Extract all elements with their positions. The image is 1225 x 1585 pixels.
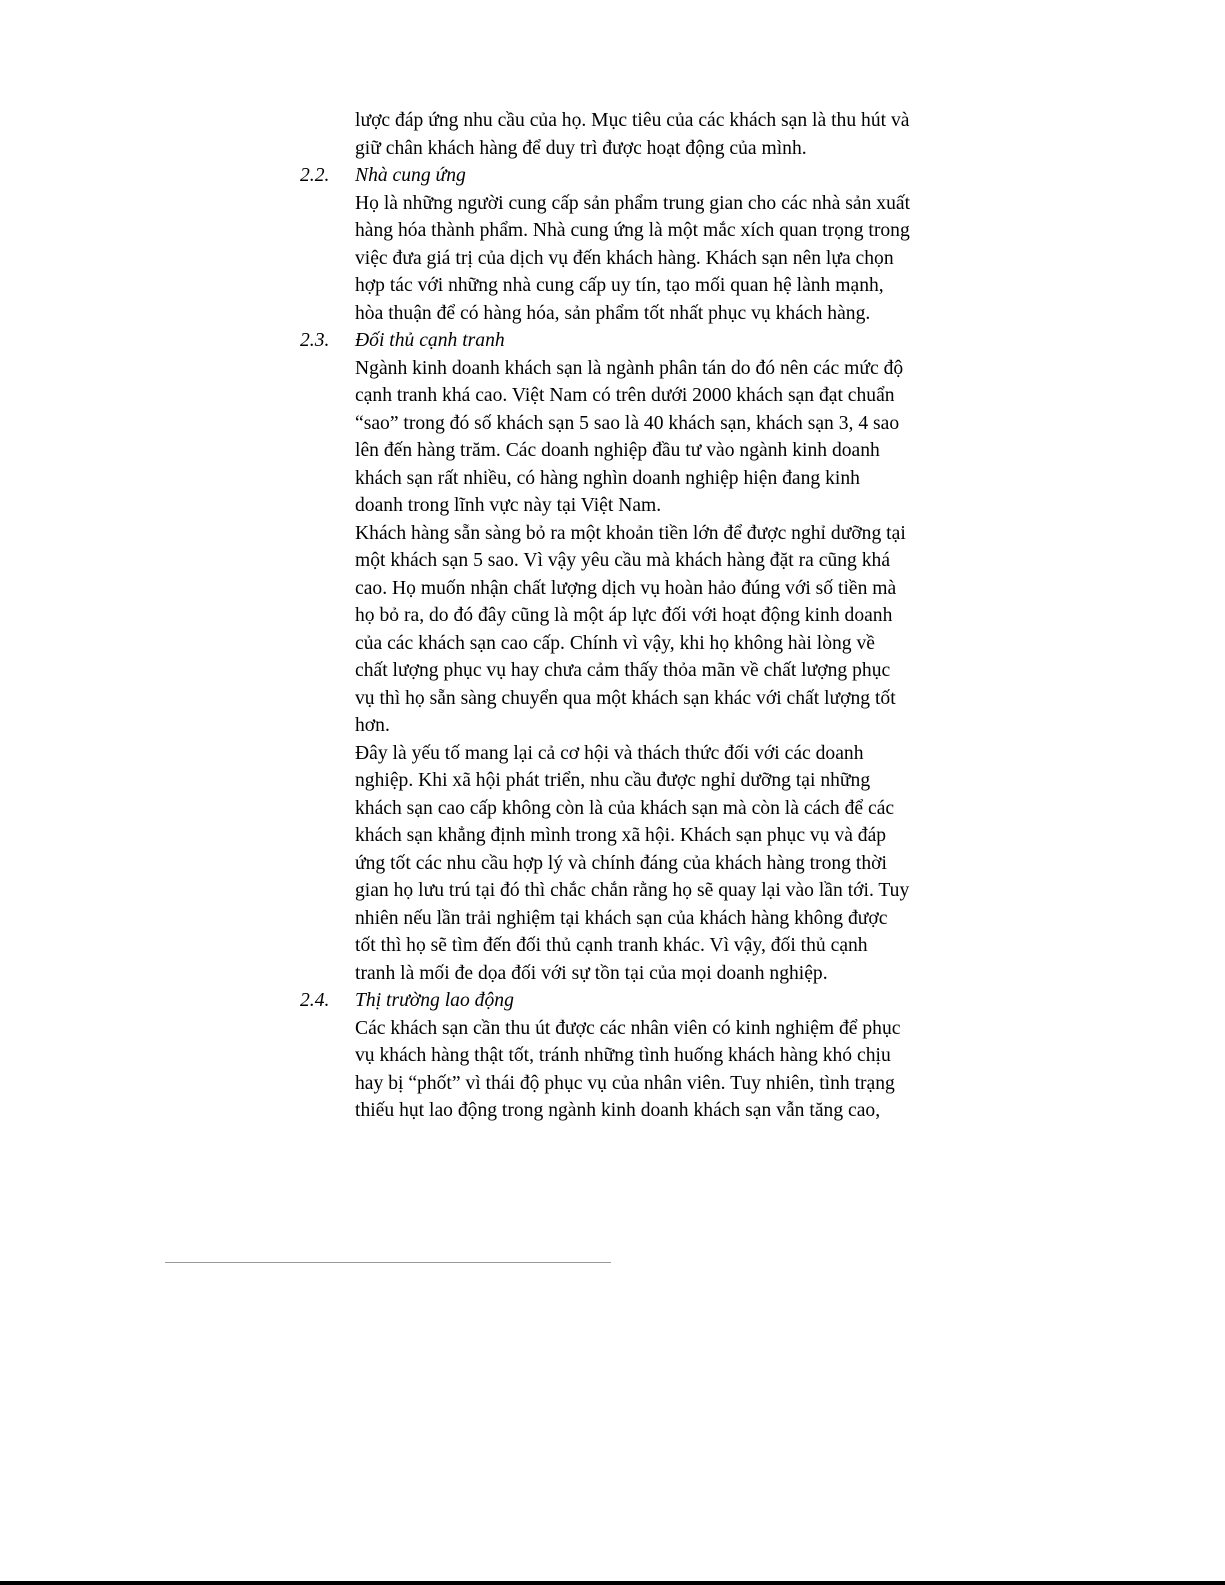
paragraph-line: cao. Họ muốn nhận chất lượng dịch vụ hoàn hảo đúng với số tiền mà [355, 577, 897, 599]
paragraph-line: Khách hàng sẵn sàng bỏ ra một khoản tiền lớn để được nghỉ dưỡng tại [355, 522, 906, 544]
paragraph-line: nghiệp. Khi xã hội phát triển, nhu cầu được nghỉ dưỡng tại những [355, 770, 871, 791]
paragraph-line: ứng tốt các nhu cầu hợp lý và chính đáng của khách hàng trong thời [355, 852, 887, 874]
paragraph-line: của các khách sạn cao cấp. Chính vì vậy, khi họ không hài lòng về [355, 632, 875, 654]
paragraph-line: họ bỏ ra, do đó đây cũng là một áp lực đối với hoạt động kinh doanh [355, 605, 893, 626]
paragraph-line: nhiên nếu lần trải nghiệm tại khách sạn của khách hàng không được [355, 907, 888, 929]
paragraph-line: hòa thuận để có hàng hóa, sản phẩm tốt nhất phục vụ khách hàng. [355, 302, 871, 324]
paragraph-line: hay bị “phốt” vì thái độ phục vụ của nhân viên. Tuy nhiên, tình trạng [355, 1072, 895, 1094]
paragraph-line: cạnh tranh khá cao. Việt Nam có trên dưới 2000 khách sạn đạt chuẩn [355, 385, 895, 406]
paragraph-line: lược đáp ứng nhu cầu của họ. Mục tiêu của các khách sạn là thu hút và [355, 110, 910, 131]
page-bottom-edge [0, 1581, 1225, 1585]
paragraph-line: khách sạn cao cấp không còn là của khách sạn mà còn là cách để các [355, 797, 895, 819]
paragraph-line: vụ thì họ sẵn sàng chuyển qua một khách sạn khác với chất lượng tốt [355, 687, 896, 709]
paragraph-line: giữ chân khách hàng để duy trì được hoạt động của mình. [355, 137, 807, 159]
paragraph-line: Ngành kinh doanh khách sạn là ngành phân tán do đó nên các mức độ [355, 357, 904, 379]
section-number: 2.3. [300, 330, 330, 351]
paragraph-line: tốt thì họ sẽ tìm đến đối thủ cạnh tranh khác. Vì vậy, đối thủ cạnh [355, 935, 868, 956]
paragraph-line: hơn. [355, 715, 390, 736]
paragraph-line: gian họ lưu trú tại đó thì chắc chắn rằng họ sẽ quay lại vào lần tới. Tuy [355, 880, 910, 901]
paragraph-line: một khách sạn 5 sao. Vì vậy yêu cầu mà khách hàng đặt ra cũng khá [355, 550, 891, 571]
paragraph-line: hợp tác với những nhà cung cấp uy tín, tạo mối quan hệ lành mạnh, [355, 275, 884, 296]
section-title: Thị trường lao động [355, 990, 514, 1011]
paragraph-line: doanh trong lĩnh vực này tại Việt Nam. [355, 495, 662, 516]
paragraph-line: việc đưa giá trị của dịch vụ đến khách hàng. Khách sạn nên lựa chọn [355, 247, 894, 269]
paragraph-line: khách sạn rất nhiều, có hàng nghìn doanh nghiệp hiện đang kinh [355, 467, 860, 489]
section-title: Đối thủ cạnh tranh [355, 330, 505, 351]
section-number: 2.4. [300, 990, 330, 1011]
paragraph-line: “sao” trong đó số khách sạn 5 sao là 40 khách sạn, khách sạn 3, 4 sao [355, 412, 900, 434]
paragraph-line: Các khách sạn cần thu út được các nhân viên có kinh nghiệm để phục [355, 1017, 901, 1039]
paragraph-line: thiếu hụt lao động trong ngành kinh doanh khách sạn vẫn tăng cao, [355, 1100, 881, 1121]
paragraph-line: Đây là yếu tố mang lại cả cơ hội và thách thức đối với các doanh [355, 742, 864, 764]
section-title: Nhà cung ứng [355, 165, 466, 186]
paragraph-line: lên đến hàng trăm. Các doanh nghiệp đầu tư vào ngành kinh doanh [355, 440, 880, 461]
footnote-separator [165, 1262, 611, 1263]
paragraph-line: chất lượng phục vụ hay chưa cảm thấy thỏa mãn về chất lượng phục [355, 660, 891, 681]
paragraph-line: vụ khách hàng thật tốt, tránh những tình huống khách hàng khó chịu [355, 1045, 891, 1066]
paragraph-line: Họ là những người cung cấp sản phẩm trung gian cho các nhà sản xuất [355, 192, 911, 214]
section-number: 2.2. [300, 165, 330, 186]
paragraph-line: tranh là mối đe dọa đối với sự tồn tại của mọi doanh nghiệp. [355, 962, 828, 984]
paragraph-line: khách sạn khẳng định mình trong xã hội. Khách sạn phục vụ và đáp [355, 825, 887, 846]
paragraph-line: hàng hóa thành phẩm. Nhà cung ứng là một mắc xích quan trọng trong [355, 220, 910, 241]
